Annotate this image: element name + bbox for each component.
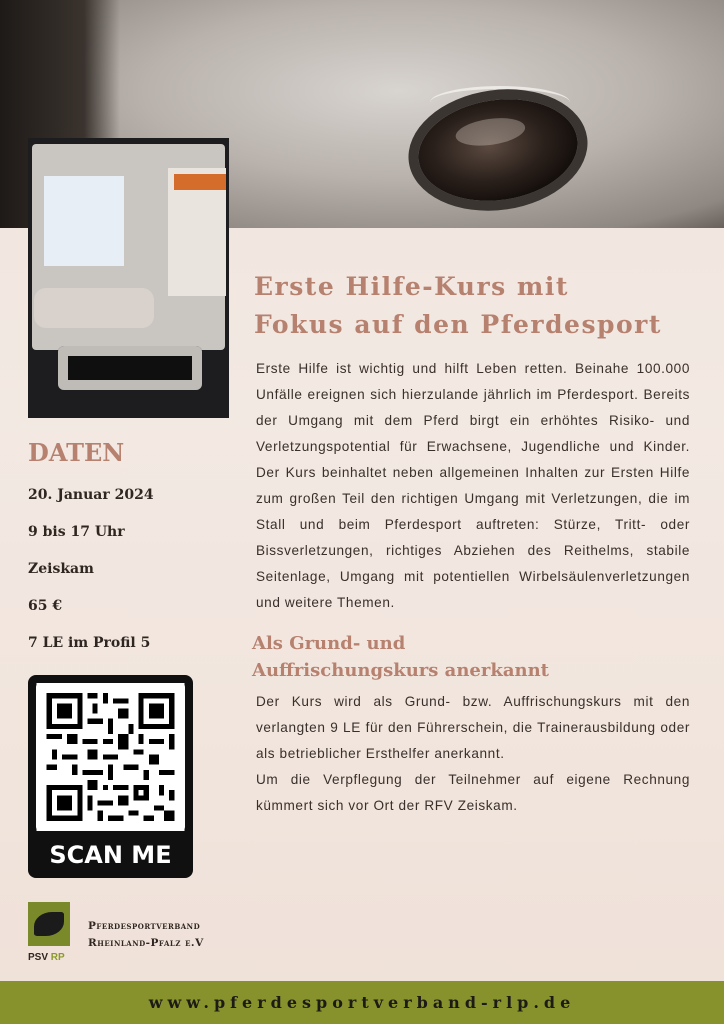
logo-psv: PSV [28,952,49,963]
page-title [254,268,694,344]
scan-me-label: SCAN ME [49,841,172,869]
price-item: 65 € [28,598,63,614]
title-line-2: Fokus auf den Pferdesport [254,310,662,339]
catering-paragraph: Um die Verpflegung der Teilnehmer auf eigene Rechnung kümmert sich vor Ort der RFV Zeiskam. [256,772,690,813]
bandage-pack [44,176,124,266]
footer-bar [0,981,724,1024]
subtitle-line-1: Als Grund- und [252,633,406,654]
logo-rp: RP [50,952,65,963]
location-item: Zeiskam [28,561,94,577]
dates-heading: DATEN [28,438,125,467]
units-item: 7 LE im Profil 5 [28,635,151,651]
title-line-1: Erste Hilfe-Kurs mit [254,272,569,301]
psv-logo [28,902,74,972]
org-line-2: Rheinland-Pfalz e.V [88,937,204,949]
website-link[interactable]: www.pferdesportverband-rlp.de [148,993,576,1012]
qr-code-background [36,683,185,831]
intro-paragraph: Erste Hilfe ist wichtig und hilft Leben retten. Beinahe 100.000 Unfälle ereignen sich hierzulande jährlich im Pferdesport. Bereits der Umgang mit dem Pferd birgt ein erhöhtes Risiko- und Verletzungspotential für Erwachsene, Jugendliche und Kinder. Der Kurs beinhaltet neben allgemeinen Inhalten zur Ersten Hilfe zum großen Teil den richtigen Umgang mit Verletzungen, die im Stall und beim Pferdesport auftreten: Stürze, Tritt- oder Bissverletzungen, richtiges Abziehen des Reithelms, stabile Seitenlage, Umgang mit potentiellen Wirbelsäulenverletzungen und weitere Themen. [256,361,690,610]
dates-list [28,485,154,670]
bandage-rolls [34,288,154,328]
qr-code-card[interactable] [28,675,193,878]
first-aid-kit-photo [28,138,229,418]
recognition-heading [252,630,549,684]
date-item: 20. Januar 2024 [28,487,154,503]
plaster-brand-strip [174,174,226,190]
organization-name [88,918,204,952]
psv-rp-wordmark [28,952,65,963]
subtitle-line-2: Auffrischungskurs anerkannt [252,660,549,681]
recognition-paragraph: Der Kurs wird als Grund- bzw. Auffrischungskurs mit den verlangten 9 LE für den Führerschein, die Trainerausbildung oder als betrieblicher Ersthelfer anerkannt. [256,694,690,761]
psv-horse-head-icon [28,902,70,946]
qr-code-icon [36,683,185,831]
kit-handle [58,346,202,390]
recognition-section [256,689,690,819]
org-line-1: Pferdesportverband [88,920,201,932]
time-item: 9 bis 17 Uhr [28,524,125,540]
